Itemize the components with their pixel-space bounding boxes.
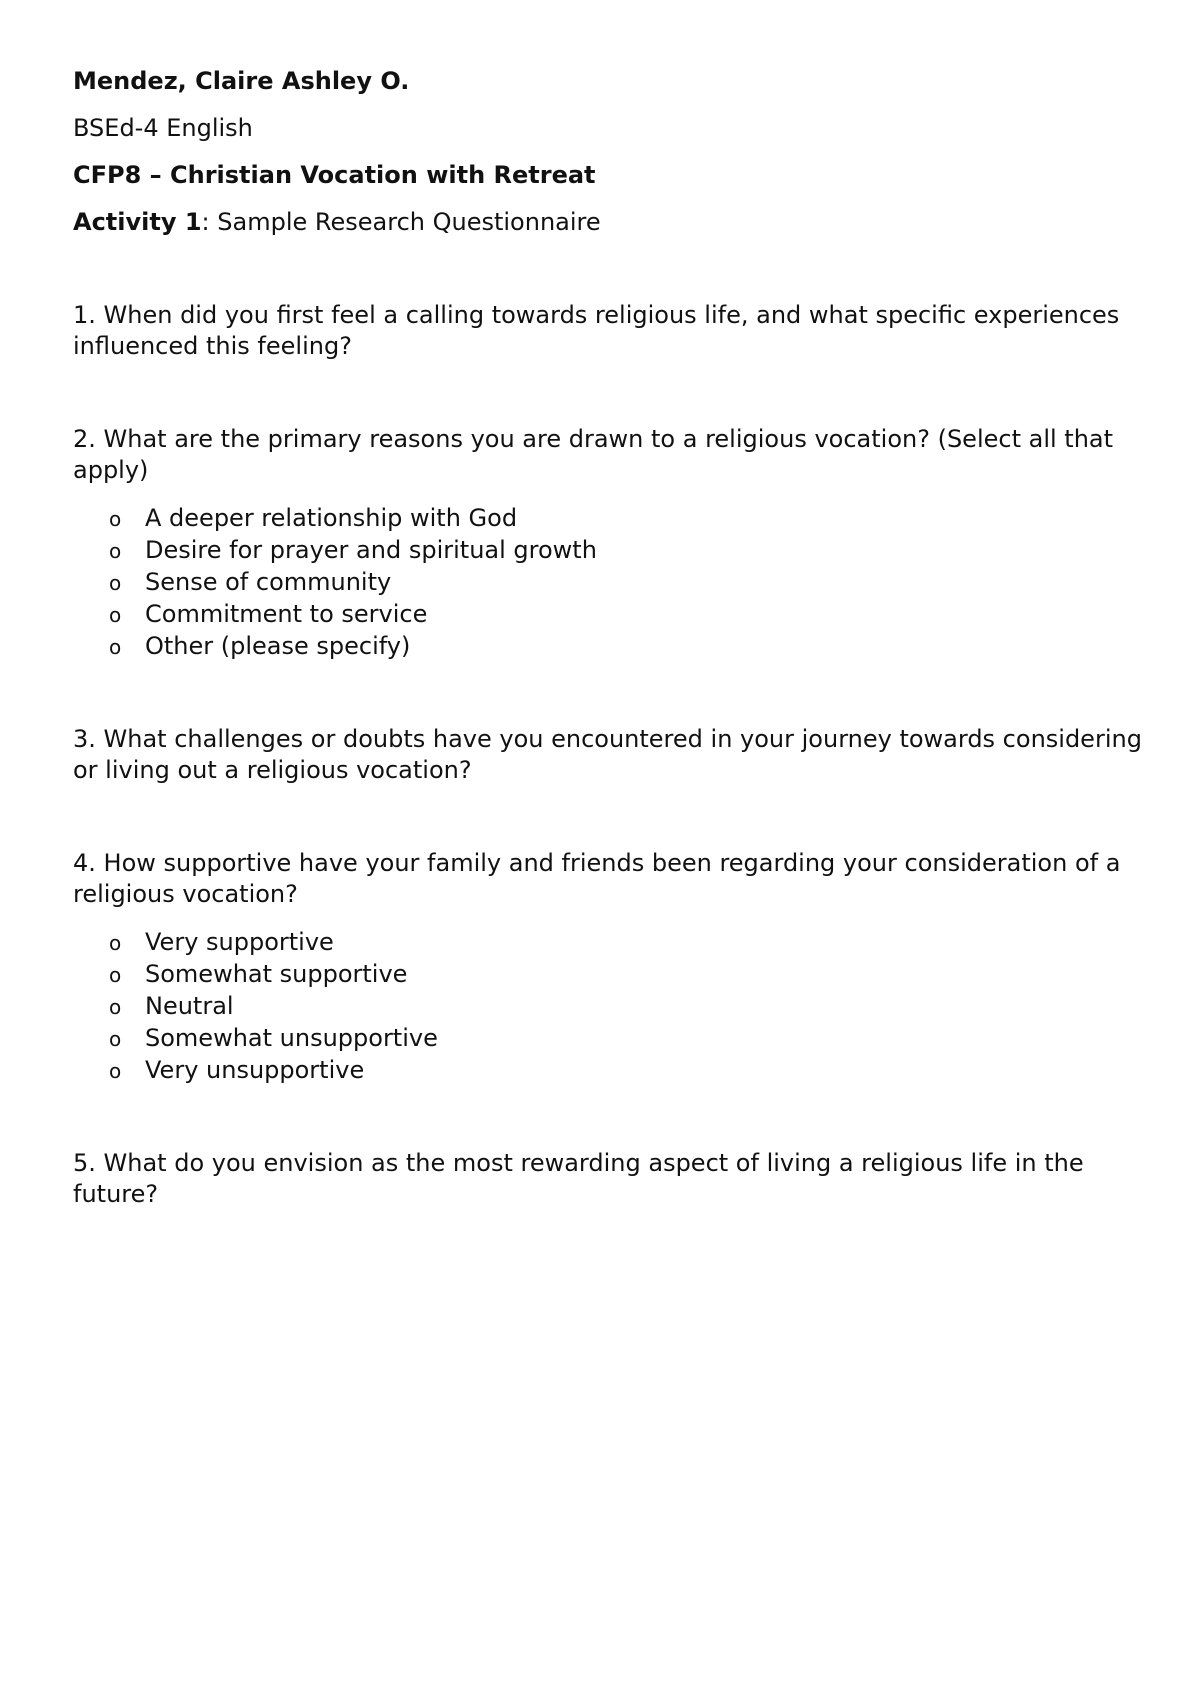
option-label: Somewhat supportive [145, 960, 408, 988]
answer-option [73, 566, 1148, 598]
option-label: Other (please specify) [145, 632, 411, 660]
answer-option [73, 1054, 1148, 1086]
circle-bullet-icon: o [109, 603, 122, 627]
option-label: Very supportive [145, 928, 334, 956]
answer-option [73, 926, 1148, 958]
option-label: Very unsupportive [145, 1056, 365, 1084]
circle-bullet-icon: o [109, 1027, 122, 1051]
circle-bullet-icon: o [109, 1059, 122, 1083]
answer-option [73, 958, 1148, 990]
question-text: 5. What do you envision as the most rewarding aspect of living a religious life in the future? [73, 1149, 1084, 1208]
answer-option [73, 990, 1148, 1022]
question-block [73, 848, 1148, 1086]
activity-heading [73, 207, 1148, 238]
answer-option [73, 534, 1148, 566]
circle-bullet-icon: o [109, 995, 122, 1019]
answer-option [73, 1022, 1148, 1054]
question-text: 1. When did you first feel a calling towards religious life, and what specific experiences influenced this feeling? [73, 301, 1120, 360]
subject-title: CFP8 – Christian Vocation with Retreat [73, 161, 596, 189]
student-name: Mendez, Claire Ashley O. [73, 67, 410, 95]
circle-bullet-icon: o [109, 963, 122, 987]
activity-label: Activity 1 [73, 208, 202, 236]
option-label: Commitment to service [145, 600, 428, 628]
circle-bullet-icon: o [109, 539, 122, 563]
circle-bullet-icon: o [109, 507, 122, 531]
activity-separator: : [201, 208, 218, 236]
circle-bullet-icon: o [109, 571, 122, 595]
option-label: Desire for prayer and spiritual growth [145, 536, 597, 564]
question-text: 4. How supportive have your family and friends been regarding your consideration of a religious vocation? [73, 849, 1121, 908]
option-label: Neutral [145, 992, 234, 1020]
question-block [73, 424, 1148, 662]
circle-bullet-icon: o [109, 635, 122, 659]
answer-option [73, 598, 1148, 630]
option-label: A deeper relationship with God [145, 504, 518, 532]
document-page [73, 66, 1148, 1272]
activity-title: Sample Research Questionnaire [217, 208, 601, 236]
student-course: BSEd-4 English [73, 114, 253, 142]
question-block [73, 724, 1148, 786]
answer-options [73, 502, 1148, 662]
option-label: Sense of community [145, 568, 392, 596]
answer-option [73, 630, 1148, 662]
circle-bullet-icon: o [109, 931, 122, 955]
option-label: Somewhat unsupportive [145, 1024, 438, 1052]
question-text: 2. What are the primary reasons you are drawn to a religious vocation? (Select all that apply) [73, 425, 1114, 484]
question-text: 3. What challenges or doubts have you encountered in your journey towards considering or living out a religious vocation? [73, 725, 1142, 784]
question-block [73, 1148, 1148, 1210]
questionnaire [73, 300, 1148, 1210]
question-block [73, 300, 1148, 362]
answer-option [73, 502, 1148, 534]
answer-options [73, 926, 1148, 1086]
